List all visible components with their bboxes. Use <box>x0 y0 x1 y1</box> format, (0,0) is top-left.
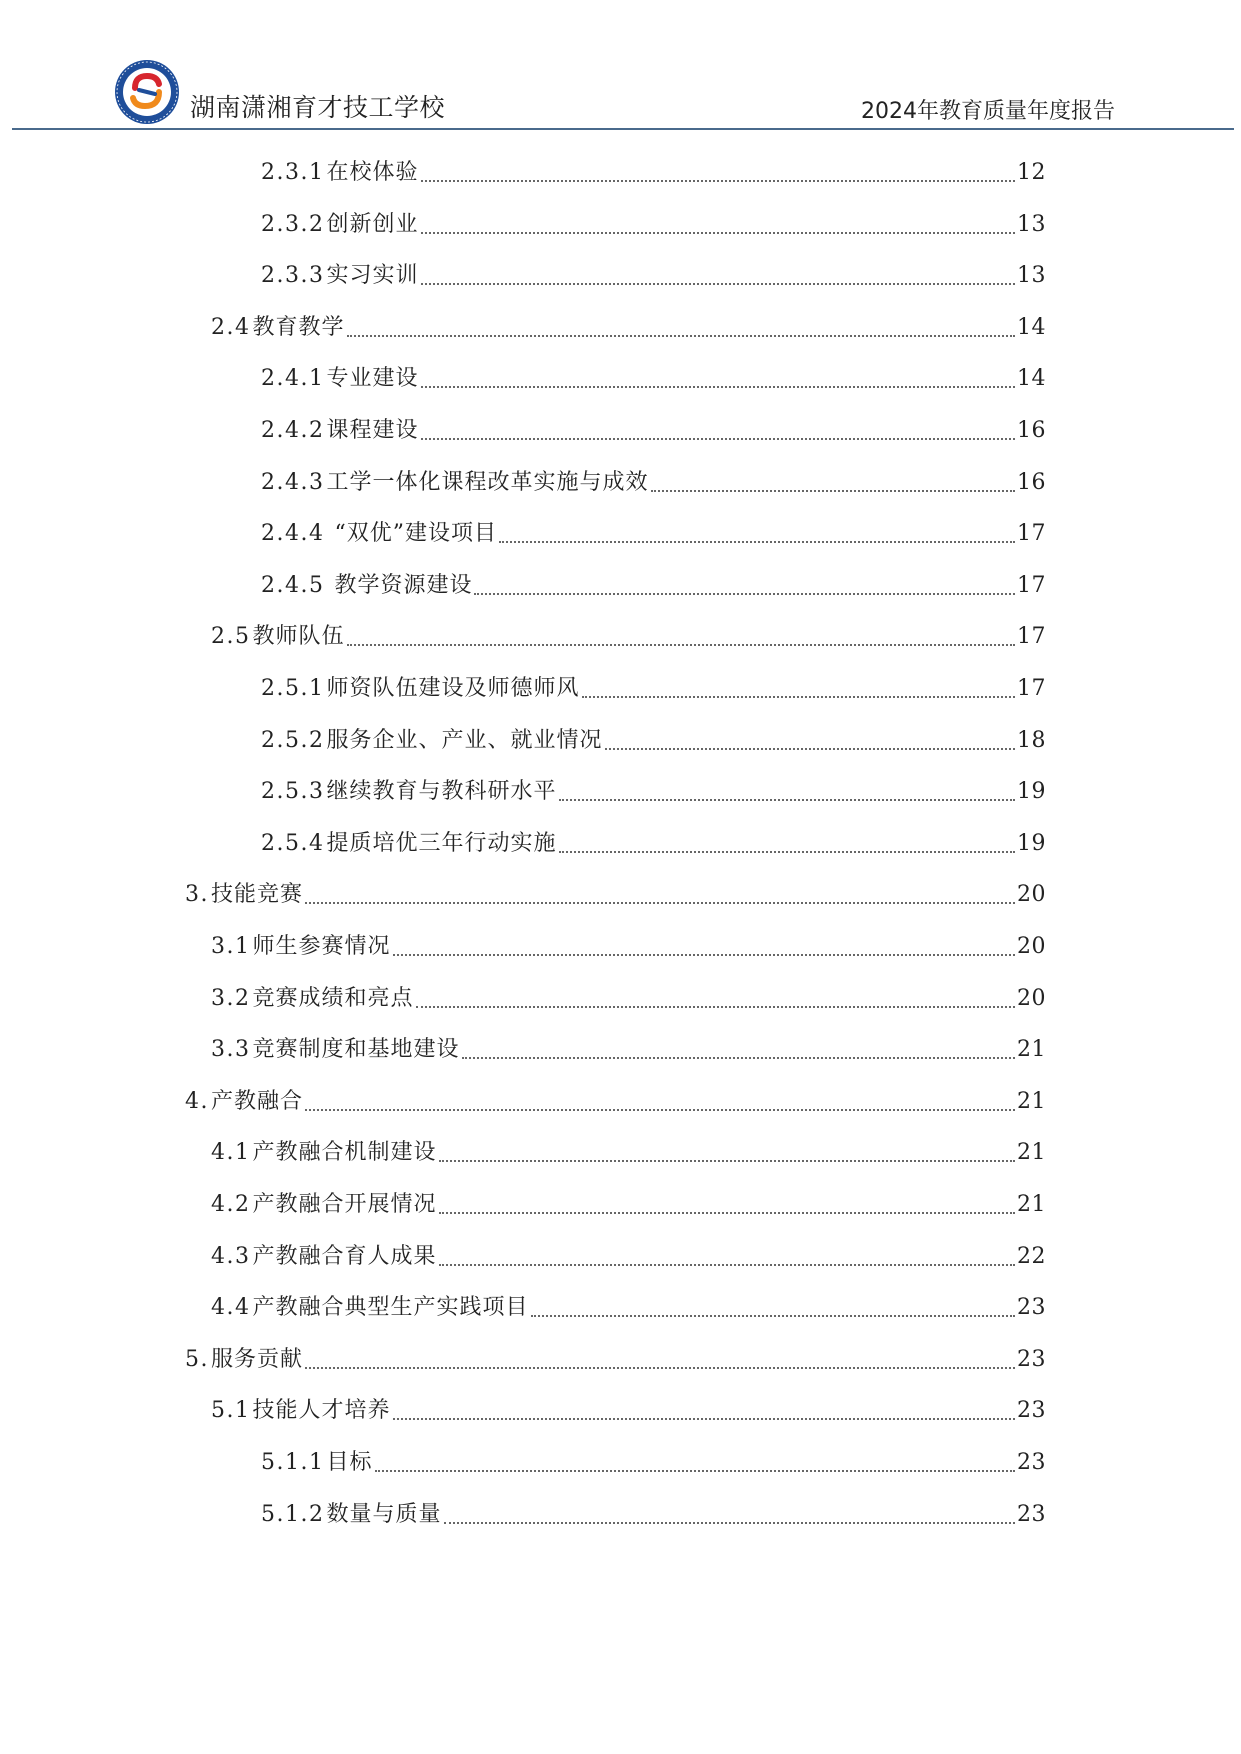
toc-dot-leader <box>393 1418 1015 1420</box>
toc-entry-title: 产教融合 <box>211 1088 304 1114</box>
toc-dot-leader <box>421 386 1016 388</box>
toc-entry-number: 3.2 <box>211 985 251 1011</box>
toc-entry[interactable] <box>211 1135 1046 1171</box>
toc-dot-leader <box>474 593 1015 595</box>
toc-entry[interactable] <box>211 1187 1046 1223</box>
toc-entry[interactable] <box>185 1084 1046 1120</box>
toc-entry-title: 竞赛成绩和亮点 <box>252 985 414 1011</box>
toc-entry-page: 14 <box>1017 366 1046 392</box>
toc-entry-title: 服务贡献 <box>211 1346 304 1372</box>
toc-entry-number: 5.1 <box>211 1398 251 1424</box>
toc-dot-leader <box>305 902 1015 904</box>
toc-entry-number: 4. <box>185 1088 209 1114</box>
toc-entry-number: 2.4.2 <box>261 418 325 443</box>
toc-entry-page: 20 <box>1017 934 1046 959</box>
toc-dot-leader <box>393 954 1015 956</box>
toc-entry[interactable] <box>261 465 1046 501</box>
toc-entry-page: 14 <box>1017 314 1046 340</box>
toc-dot-leader <box>347 644 1015 646</box>
toc-dot-leader <box>444 1522 1016 1524</box>
toc-dot-leader <box>421 232 1016 234</box>
toc-dot-leader <box>559 851 1016 853</box>
toc-dot-leader <box>421 438 1016 440</box>
toc-entry-number: 2.5.2 <box>261 727 325 753</box>
toc-dot-leader <box>439 1160 1015 1162</box>
toc-entry-title: 师生参赛情况 <box>252 934 391 959</box>
toc-entry-page: 21 <box>1017 1192 1046 1217</box>
toc-dot-leader <box>531 1315 1015 1317</box>
toc-dot-leader <box>416 1006 1015 1008</box>
toc-entry[interactable] <box>261 155 1046 191</box>
toc-entry[interactable] <box>211 1393 1046 1429</box>
toc-entry-page: 13 <box>1017 263 1046 289</box>
toc-entry-page: 23 <box>1017 1398 1046 1424</box>
toc-entry-title: 产教融合机制建设 <box>252 1140 437 1166</box>
toc-entry-page: 19 <box>1017 830 1046 856</box>
toc-entry-number: 3. <box>185 882 209 908</box>
toc-entry-title: 技能人才培养 <box>252 1398 391 1424</box>
toc-dot-leader <box>499 541 1015 543</box>
toc-entry-number: 2.3.1 <box>261 160 325 185</box>
toc-entry-page: 23 <box>1017 1501 1046 1527</box>
toc-dot-leader <box>605 748 1016 750</box>
toc-entry[interactable] <box>211 929 1046 965</box>
toc-dot-leader <box>305 1367 1015 1369</box>
toc-entry-number: 2.5.1 <box>261 676 325 701</box>
header-divider <box>12 128 1234 130</box>
toc-entry[interactable] <box>261 671 1046 707</box>
toc-entry-page: 12 <box>1017 160 1046 185</box>
school-emblem-icon <box>113 58 181 126</box>
toc-entry-page: 16 <box>1017 469 1046 495</box>
toc-entry-number: 4.1 <box>211 1140 251 1166</box>
toc-entry-number: 2.4.3 <box>261 469 325 495</box>
toc-dot-leader <box>421 283 1016 285</box>
toc-entry-page: 17 <box>1017 521 1046 547</box>
toc-entry-page: 21 <box>1017 1037 1046 1063</box>
toc-entry[interactable] <box>211 981 1046 1017</box>
toc-entry-page: 21 <box>1017 1088 1046 1114</box>
toc-entry[interactable] <box>261 723 1046 759</box>
toc-entry-number: 2.5 <box>211 624 251 650</box>
page-header <box>0 0 1241 132</box>
toc-entry-page: 20 <box>1017 985 1046 1011</box>
toc-entry-title: 竞赛制度和基地建设 <box>252 1037 460 1063</box>
toc-entry-page: 13 <box>1017 211 1046 237</box>
toc-entry[interactable] <box>261 1497 1046 1533</box>
toc-entry[interactable] <box>261 774 1046 810</box>
toc-entry-number: 5. <box>185 1346 209 1372</box>
toc-entry[interactable] <box>261 258 1046 294</box>
toc-entry-number: 2.3.3 <box>261 263 325 289</box>
toc-entry-number: 4.2 <box>211 1192 251 1217</box>
toc-entry-page: 22 <box>1017 1243 1046 1269</box>
toc-dot-leader <box>421 180 1016 182</box>
toc-entry[interactable] <box>211 310 1046 346</box>
toc-dot-leader <box>462 1057 1015 1059</box>
toc-entry-page: 18 <box>1017 727 1046 753</box>
toc-dot-leader <box>347 335 1015 337</box>
toc-entry-title: 服务企业、产业、就业情况 <box>326 727 603 753</box>
toc-entry[interactable] <box>185 1342 1046 1378</box>
toc-entry-title: 教师队伍 <box>252 624 345 650</box>
toc-entry[interactable] <box>261 361 1046 397</box>
toc-entry-page: 23 <box>1017 1295 1046 1321</box>
toc-entry-page: 23 <box>1017 1346 1046 1372</box>
toc-entry-page: 17 <box>1017 572 1046 598</box>
toc-entry-page: 17 <box>1017 676 1046 701</box>
toc-entry-title: 在校体验 <box>326 160 419 185</box>
toc-entry-number: 5.1.2 <box>261 1501 325 1527</box>
toc-entry[interactable] <box>261 413 1046 449</box>
toc-entry[interactable] <box>261 1445 1046 1481</box>
toc-entry-title: 产教融合开展情况 <box>252 1192 437 1217</box>
toc-dot-leader <box>582 696 1016 698</box>
toc-entry-number: 2.4.4 <box>261 521 325 547</box>
toc-entry-number: 2.5.4 <box>261 830 325 856</box>
toc-entry[interactable] <box>261 568 1046 604</box>
toc-entry-number: 2.4 <box>211 314 251 340</box>
toc-entry-page: 16 <box>1017 418 1046 443</box>
toc-dot-leader <box>559 799 1016 801</box>
toc-entry-page: 19 <box>1017 779 1046 805</box>
toc-dot-leader <box>305 1109 1015 1111</box>
toc-entry-number: 5.1.1 <box>261 1450 325 1475</box>
toc-entry-title: 产教融合典型生产实践项目 <box>252 1295 529 1321</box>
toc-entry[interactable] <box>261 826 1046 862</box>
toc-entry[interactable] <box>185 877 1046 913</box>
toc-entry-page: 17 <box>1017 624 1046 650</box>
toc-entry-number: 3.1 <box>211 934 251 959</box>
toc-entry-number: 2.5.3 <box>261 779 325 805</box>
toc-dot-leader <box>651 490 1016 492</box>
toc-entry-title: 专业建设 <box>326 366 419 392</box>
toc-entry-page: 20 <box>1017 882 1046 908</box>
toc-entry[interactable] <box>211 1032 1046 1068</box>
toc-entry[interactable] <box>211 1239 1046 1275</box>
toc-entry[interactable] <box>211 619 1046 655</box>
toc-entry-title: 继续教育与教科研水平 <box>326 779 557 805</box>
toc-entry-number: 2.3.2 <box>261 211 325 237</box>
toc-entry-number: 2.4.1 <box>261 366 325 392</box>
toc-entry-title: 教育教学 <box>252 314 345 340</box>
toc-dot-leader <box>375 1470 1016 1472</box>
toc-entry-title: 课程建设 <box>326 418 419 443</box>
toc-entry-title: 师资队伍建设及师德师风 <box>326 676 580 701</box>
toc-dot-leader <box>439 1264 1015 1266</box>
report-title: 2024年教育质量年度报告 <box>861 99 1115 124</box>
toc-entry-title: 数量与质量 <box>326 1501 442 1527</box>
toc-entry-number: 4.4 <box>211 1295 251 1321</box>
toc-entry-title: 教学资源建设 <box>326 572 473 598</box>
toc-entry-title: “双优”建设项目 <box>326 521 497 547</box>
school-name: 湖南潇湘育才技工学校 <box>190 93 446 122</box>
toc-dot-leader <box>439 1212 1015 1214</box>
toc-entry-number: 4.3 <box>211 1243 251 1269</box>
toc-entry-page: 23 <box>1017 1450 1046 1475</box>
toc-entry[interactable] <box>261 516 1046 552</box>
toc-entry[interactable] <box>261 207 1046 243</box>
toc-entry-title: 实习实训 <box>326 263 419 289</box>
toc-entry-page: 21 <box>1017 1140 1046 1166</box>
toc-entry-title: 产教融合育人成果 <box>252 1243 437 1269</box>
toc-entry-title: 创新创业 <box>326 211 419 237</box>
toc-entry[interactable] <box>211 1290 1046 1326</box>
toc-entry-title: 工学一体化课程改革实施与成效 <box>326 469 649 495</box>
toc-entry-number: 2.4.5 <box>261 572 325 598</box>
toc-entry-number: 3.3 <box>211 1037 251 1063</box>
toc-entry-title: 技能竞赛 <box>211 882 304 908</box>
toc-entry-title: 提质培优三年行动实施 <box>326 830 557 856</box>
toc-entry-title: 目标 <box>326 1450 373 1475</box>
